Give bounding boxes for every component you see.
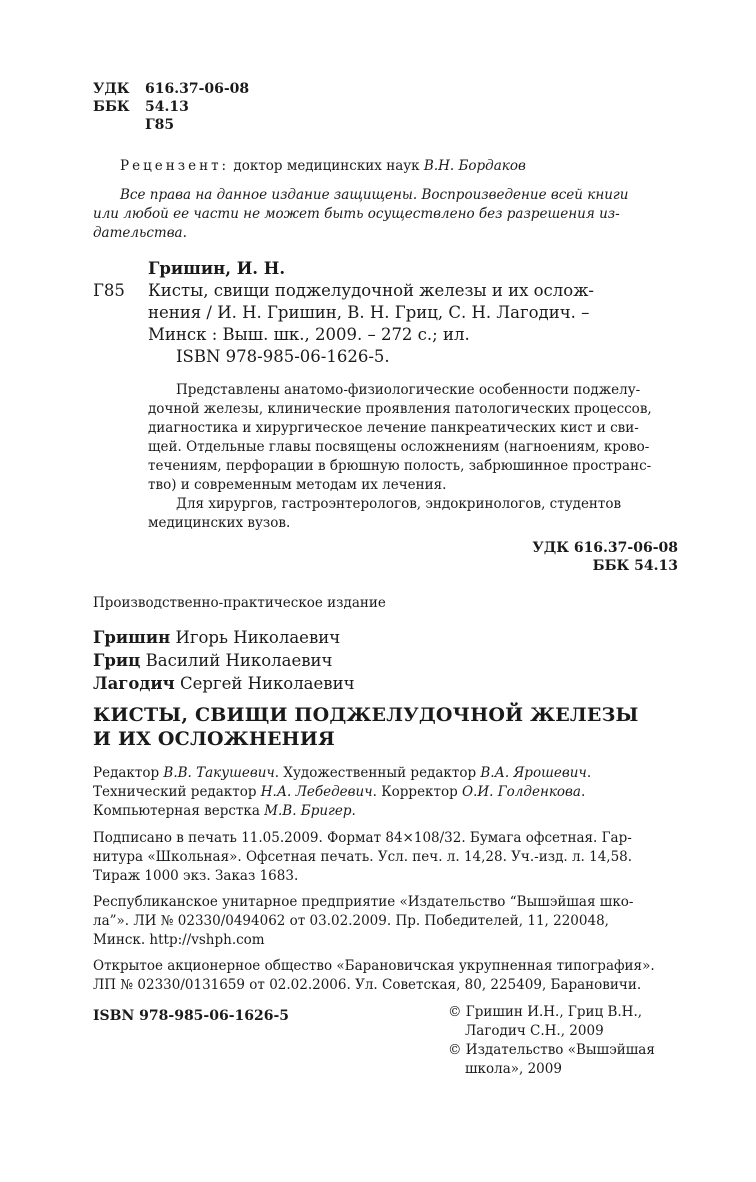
annotation-line: течениям, перфорации в брюшную полость, забрюшинное пространс-: [148, 458, 652, 474]
author-mark: Г85: [145, 117, 175, 133]
print-info-line: Тираж 1000 экз. Заказ 1683.: [93, 868, 299, 884]
rights-line: Все права на данное издание защищены. Воспроизведение всей книги: [120, 187, 629, 203]
author-surname: Гришин: [93, 628, 171, 647]
editor-role: . Корректор: [372, 784, 463, 800]
annotation-line: щей. Отдельные главы посвящены осложнениям (нагноениям, крово-: [148, 439, 650, 455]
tech-editor-name: Н.А. Лебедевич: [260, 784, 373, 800]
author-names: Василий Николаевич: [145, 651, 333, 670]
author-heading: Гришин, И. Н.: [148, 259, 286, 278]
reviewer-line: [120, 157, 526, 176]
bib-line-3: Минск : Выш. шк., 2009. – 272 с.; ил.: [148, 325, 470, 344]
udk-label: УДК: [93, 81, 130, 97]
editors-line-3: [93, 802, 356, 821]
book-title-line-1: КИСТЫ, СВИЩИ ПОДЖЕЛУДОЧНОЙ ЖЕЛЕЗЫ: [93, 704, 639, 726]
author-entry: [93, 649, 332, 672]
print-info-line: Подписано в печать 11.05.2009. Формат 84×108/32. Бумага офсетная. Гар-: [93, 830, 632, 846]
annotation-line: дочной железы, клинические проявления патологических процессов,: [148, 401, 652, 417]
copyright-publisher-cont: школа», 2009: [465, 1061, 562, 1077]
publisher-line: Республиканское унитарное предприятие «Издательство “Вышэйшая шко-: [93, 894, 634, 910]
reviewer-label: Рецензент:: [120, 158, 230, 174]
reviewer-text: доктор медицинских наук: [233, 158, 420, 174]
publisher-line: Минск. http://vshph.com: [93, 932, 265, 948]
print-info-line: нитура «Школьная». Офсетная печать. Усл. печ. л. 14,28. Уч.-изд. л. 14,58.: [93, 849, 633, 865]
editor-role: . Художественный редактор: [274, 765, 481, 781]
editor-role: Технический редактор: [93, 784, 261, 800]
editor-role: Компьютерная верстка: [93, 803, 265, 819]
rights-notice-cont: [93, 205, 620, 243]
punct: .: [586, 765, 592, 781]
bib-mark: Г85: [93, 281, 125, 300]
annotation-line: Представлены анатомо-физиологические особенности поджелу-: [176, 382, 641, 398]
editor-role: Редактор: [93, 765, 164, 781]
bbk-value: 54.13: [145, 99, 189, 115]
bbk-right: ББК 54.13: [592, 558, 678, 574]
layout-name: М.В. Бригер: [264, 803, 352, 819]
author-surname: Гриц: [93, 651, 141, 670]
proofreader-name: О.И. Голденкова: [462, 784, 581, 800]
rights-line: или любой ее части не может быть осуществлено без разрешения из-: [93, 206, 620, 222]
author-entry: [93, 672, 354, 695]
author-surname: Лагодич: [93, 674, 175, 693]
art-editor-name: В.А. Ярошевич: [480, 765, 587, 781]
copyright-authors: © Гришин И.Н., Гриц В.Н.,: [448, 1004, 643, 1020]
bib-isbn: ISBN 978-985-06-1626-5.: [176, 347, 390, 366]
publisher-line: ла”». ЛИ № 02330/0494062 от 03.02.2009. Пр. Победителей, 11, 220048,: [93, 913, 609, 929]
annotation-line: Для хирургов, гастроэнтерологов, эндокринологов, студентов: [176, 496, 622, 512]
printer-line: Открытое акционерное общество «Барановичская укрупненная типография».: [93, 958, 655, 974]
editors-line-2: [93, 783, 585, 802]
edition-type: Производственно-практическое издание: [93, 595, 386, 611]
rights-notice: [120, 186, 628, 205]
annotation-line: тво) и современным методам их лечения.: [148, 477, 447, 493]
editors-line-1: [93, 764, 591, 783]
bbk-label: ББК: [93, 99, 130, 115]
bib-line-2: нения / И. Н. Гришин, В. Н. Гриц, С. Н. Лагодич. –: [148, 303, 590, 322]
udk-value: 616.37-06-08: [145, 81, 250, 97]
udk-right: УДК 616.37-06-08: [532, 540, 678, 556]
bib-line-1: Кисты, свищи поджелудочной железы и их ослож-: [148, 281, 594, 300]
annotation-line: медицинских вузов.: [148, 515, 291, 531]
copyright-authors-cont: Лагодич С.Н., 2009: [465, 1023, 604, 1039]
classification-codes: [93, 80, 293, 134]
author-names: Игорь Николаевич: [175, 628, 341, 647]
copyright-publisher: © Издательство «Вышэйшая: [448, 1042, 655, 1058]
rights-line: дательства.: [93, 225, 187, 241]
author-entry: [93, 626, 340, 649]
reviewer-name: В.Н. Бордаков: [423, 158, 526, 174]
printer-line: ЛП № 02330/0131659 от 02.02.2006. Ул. Советская, 80, 225409, Барановичи.: [93, 977, 642, 993]
annotation-line: диагностика и хирургическое лечение панкреатических кист и сви-: [148, 420, 639, 436]
punct: .: [580, 784, 586, 800]
editor-name: В.В. Такушевич: [163, 765, 275, 781]
punct: .: [351, 803, 356, 819]
book-title-line-2: И ИХ ОСЛОЖНЕНИЯ: [93, 728, 335, 750]
author-names: Сергей Николаевич: [179, 674, 355, 693]
footer-isbn: ISBN 978-985-06-1626-5: [93, 1008, 290, 1024]
